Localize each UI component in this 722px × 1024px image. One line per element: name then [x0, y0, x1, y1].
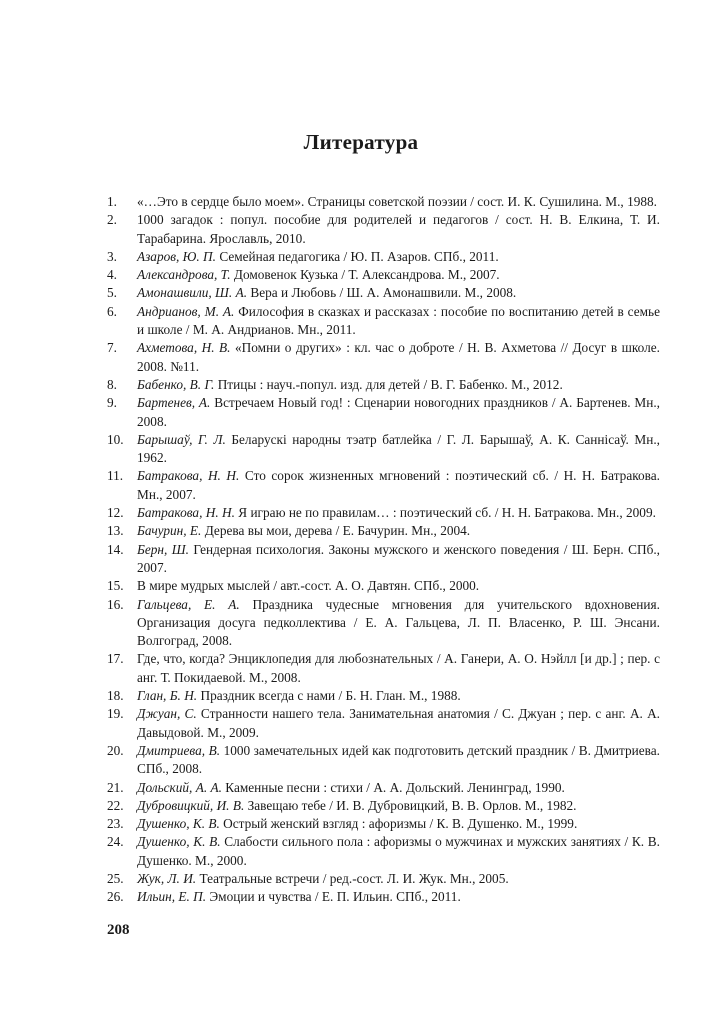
reference-number: 3. [107, 248, 117, 264]
reference-text [137, 833, 660, 870]
reference-description: Встречаем Новый год! : Сценарии новогодних праздников / А. Бартенев. Мн., 2008. [137, 395, 661, 429]
reference-number: 1. [107, 194, 117, 209]
reference-description: 1000 замечательных идей как подготовить детский праздник / В. Дмитриева. СПб., 2008. [137, 742, 661, 777]
reference-item [107, 211, 660, 248]
reference-author: Ильин, Е. П. [137, 889, 207, 905]
reference-description: Философия в сказках и рассказах : пособие по воспитанию детей в семье и школе / М. А. Андрианов. Мн., 2011. [137, 303, 661, 338]
reference-text [137, 376, 660, 394]
reference-description: 1000 загадок : попул. пособие для родителей и педагогов / сост. Н. В. Елкина, Т. И. Тарабарина. Ярославль, 2010. [137, 212, 660, 246]
reference-number: 11. [107, 468, 124, 484]
reference-item [107, 522, 660, 540]
reference-description: Где, что, когда? Энциклопедия для любознательных / А. Ганери, А. О. Нэйлл [и др.] ; пер. с анг. Т. Покидаевой. М., 2008. [137, 651, 660, 685]
reference-description: Каменные песни : стихи / А. А. Дольский. Ленинград, 1990. [225, 779, 565, 795]
reference-number: 7. [107, 340, 117, 356]
reference-number: 17. [107, 651, 124, 667]
reference-description: «Помни о других» : кл. час о доброте / Н. В. Ахметова // Досуг в школе. 2008. №11. [137, 340, 660, 374]
reference-description: Дерева вы мои, дерева / Е. Бачурин. Мн., 2004. [204, 523, 471, 539]
reference-description: Вера и Любовь / Ш. А. Амонашвили. М., 2008. [250, 285, 517, 301]
reference-text [137, 779, 660, 797]
reference-item [107, 797, 660, 815]
reference-description: Я играю не по правилам… : поэтический сб. / Н. Н. Батракова. Мн., 2009. [238, 505, 656, 521]
reference-text [137, 870, 660, 888]
reference-number: 26. [107, 889, 124, 905]
reference-number: 13. [107, 523, 124, 539]
reference-item [107, 248, 660, 266]
reference-text [137, 687, 660, 705]
reference-item [107, 815, 660, 833]
reference-number: 9. [107, 395, 117, 411]
reference-text [137, 339, 660, 376]
reference-description: Странности нашего тела. Занимательная анатомия / С. Джуан ; пер. с анг. А. А. Давыдовой. М., 2009. [137, 706, 660, 740]
reference-text [137, 797, 660, 815]
reference-number: 14. [107, 541, 124, 557]
reference-description: Театральные встречи / ред.-сост. Л. И. Жук. Мн., 2005. [199, 870, 509, 886]
reference-number: 18. [107, 688, 124, 704]
reference-description: Домовенок Кузька / Т. Александрова. М., 2007. [233, 267, 500, 283]
reference-text [137, 284, 660, 302]
reference-text [137, 504, 660, 522]
reference-item [107, 193, 660, 211]
reference-author: Джуан, С. [137, 706, 197, 722]
reference-item [107, 779, 660, 797]
reference-item [107, 284, 660, 302]
reference-number: 24. [107, 834, 124, 850]
reference-author: Дубровицкий, И. В. [137, 797, 245, 813]
reference-description: Беларускі народны тэатр батлейка / Г. Л. Барышаў, А. К. Саннісаў. Мн., 1962. [137, 431, 660, 466]
reference-number: 19. [107, 706, 124, 722]
reference-description: Слабости сильного пола : афоризмы о мужчинах и мужских занятиях / К. В. Душенко. М., 2000. [137, 834, 660, 868]
reference-number: 16. [107, 596, 124, 612]
reference-author: Бачурин, Е. [137, 523, 202, 539]
reference-author: Дмитриева, В. [137, 742, 221, 758]
reference-text [137, 193, 660, 211]
reference-text [137, 815, 660, 833]
reference-author: Жук, Л. И. [137, 870, 197, 886]
reference-author: Батракова, Н. Н. [137, 505, 235, 521]
reference-item [107, 431, 660, 468]
reference-text [137, 303, 660, 340]
reference-item [107, 742, 660, 779]
reference-text [137, 705, 660, 742]
reference-item [107, 376, 660, 394]
reference-author: Андрианов, М. А. [137, 303, 235, 319]
reference-description: Завещаю тебе / И. В. Дубровицкий, В. В. Орлов. М., 1982. [247, 797, 577, 813]
reference-author: Александрова, Т. [137, 267, 231, 283]
reference-text [137, 577, 660, 595]
reference-number: 5. [107, 285, 117, 301]
reference-item [107, 266, 660, 284]
reference-number: 2. [107, 212, 117, 228]
reference-number: 10. [107, 431, 124, 447]
reference-item [107, 650, 660, 687]
reference-item [107, 596, 660, 651]
reference-number: 15. [107, 578, 124, 594]
reference-number: 23. [107, 816, 124, 832]
reference-author: Душенко, К. В. [137, 834, 221, 850]
reference-item [107, 541, 660, 578]
reference-author: Бабенко, В. Г. [137, 376, 215, 392]
reference-item [107, 888, 660, 906]
reference-item [107, 394, 660, 431]
reference-text [137, 394, 660, 431]
reference-text [137, 888, 660, 906]
reference-author: Амонашвили, Ш. А. [137, 285, 248, 301]
reference-number: 22. [107, 797, 124, 813]
reference-description: Гендерная психология. Законы мужского и женского поведения / Ш. Берн. СПб., 2007. [137, 541, 660, 575]
reference-item [107, 687, 660, 705]
reference-author: Глан, Б. Н. [137, 688, 198, 704]
reference-author: Гальцева, Е. А. [137, 596, 240, 612]
reference-author: Берн, Ш. [137, 541, 189, 557]
reference-number: 4. [107, 267, 117, 283]
reference-description: Семейная педагогика / Ю. П. Азаров. СПб., 2011. [219, 248, 499, 264]
reference-description: Праздника чудесные мгновения для учительского вдохновения. Организация досуга педколлектива / Е. А. Гальцева, Л. П. Власенко, Р. Ш. Энсани. Волгоград, 2008. [137, 596, 660, 649]
reference-description: Птицы : науч.-попул. изд. для детей / В. Г. Бабенко. М., 2012. [217, 376, 563, 392]
reference-list [107, 193, 660, 907]
reference-number: 25. [107, 870, 124, 886]
reference-number: 8. [107, 376, 117, 392]
reference-author: Азаров, Ю. П. [137, 248, 216, 264]
reference-item [107, 504, 660, 522]
page-number: 208 [107, 922, 130, 938]
reference-description: Эмоции и чувства / Е. П. Ильин. СПб., 2011. [209, 889, 461, 905]
reference-text [137, 742, 660, 779]
reference-item [107, 339, 660, 376]
page-title: Литература [303, 130, 419, 154]
reference-text [137, 541, 660, 578]
reference-author: Барышаў, Г. Л. [137, 431, 226, 447]
reference-text [137, 431, 660, 468]
reference-author: Ахметова, Н. В. [137, 340, 231, 356]
reference-text [137, 467, 660, 504]
reference-author: Бартенев, А. [137, 395, 211, 411]
reference-description: «…Это в сердце было моем». Страницы советской поэзии / сост. И. К. Сушилина. М., 1988. [137, 194, 657, 209]
reference-item [107, 303, 660, 340]
reference-number: 6. [107, 303, 117, 319]
reference-text [137, 266, 660, 284]
reference-author: Батракова, Н. Н. [137, 468, 240, 484]
reference-text [137, 522, 660, 540]
reference-item [107, 870, 660, 888]
reference-description: Сто сорок жизненных мгновений : поэтический сб. / Н. Н. Батракова. Мн., 2007. [137, 468, 660, 502]
reference-text [137, 211, 660, 248]
reference-text [137, 596, 660, 651]
reference-author: Дольский, А. А. [137, 779, 222, 795]
reference-description: Острый женский взгляд : афоризмы / К. В. Душенко. М., 1999. [223, 816, 578, 832]
reference-author: Душенко, К. В. [137, 816, 220, 832]
reference-item [107, 577, 660, 595]
reference-description: Праздник всегда с нами / Б. Н. Глан. М., 1988. [200, 688, 461, 704]
reference-text [137, 650, 660, 687]
reference-description: В мире мудрых мыслей / авт.-сост. А. О. Давтян. СПб., 2000. [137, 578, 480, 594]
reference-number: 12. [107, 505, 124, 521]
reference-item [107, 705, 660, 742]
reference-item [107, 467, 660, 504]
reference-number: 20. [107, 742, 124, 758]
reference-number: 21. [107, 779, 124, 795]
reference-item [107, 833, 660, 870]
reference-text [137, 248, 660, 266]
